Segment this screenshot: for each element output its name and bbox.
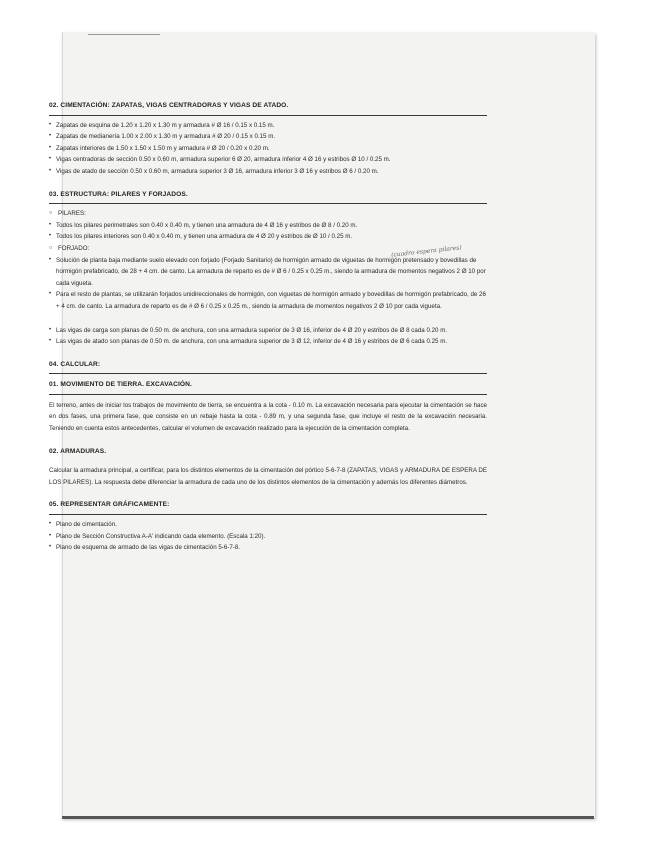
list-item: • Zapatas interiores de 1.50 x 1.50 x 1.50 m y armadura # Ø 20 / 0.20 x 0.20 m. [49, 143, 487, 155]
page-top-mark [88, 34, 160, 35]
document-content [49, 100, 487, 554]
list-item: • Las vigas de atado son planas de 0.50 m. de anchura, con una armadura superior de 3 Ø 12, inferior de 4 Ø 16 y estribos de Ø 6 cada 0.25 m. [49, 336, 487, 348]
list-item: • Plano de cimentación. [49, 519, 487, 531]
list-item: • Zapatas de esquina de 1.20 x 1.20 x 1.30 m y armadura # Ø 16 / 0.15 x 0.15 m. [49, 120, 487, 132]
armaduras-text: Calcular la armadura principal, a certificar, para los distintos elementos de la cimentación del pórtico 5-6-7-8 (ZAPATAS, VIGAS y ARMADURA DE ESPERA DE LOS PILARES). La respuesta debe diferenciar la armadura de cada uno de los distintos elementos de la cimentación y además los diferentes diámetros. [49, 467, 487, 486]
subsection-armaduras-title: 02. ARMADURAS. [49, 447, 107, 455]
list-item: • Zapatas de medianería 1.00 x 2.00 x 1.30 m y armadura # Ø 20 / 0.15 x 0.15 m. [49, 131, 487, 143]
list-item: • Todos los pilares perimetrales son 0.40 x 0.40 m, y tienen una armadura de 4 Ø 16 y estribos de Ø 8 / 0.20 m. [49, 220, 487, 232]
forjado-label: ○ FORJADO: [49, 243, 487, 255]
section-cimentacion-title: 02. CIMENTACIÓN: ZAPATAS, VIGAS CENTRADORAS Y VIGAS DE ATADO. [49, 100, 487, 116]
page-bottom-edge [62, 816, 594, 819]
list-item: • Para el resto de plantas, se utilizarán forjados unidireccionales de hormigón, con viguetas de hormigón armado y bovedillas de hormigón prefabricado, de 26 + 4 cm. de canto. La armadura de reparto es de # Ø 6 / 0.25 x 0.25 m., siendo la armadura de momentos negativos 2 Ø 10 por cada vigueta. [49, 289, 487, 312]
subsection-excavacion-title: 01. MOVIMIENTO DE TIERRA. EXCAVACIÓN. [49, 379, 487, 395]
handwritten-note: (cuadro espera pilares) [390, 244, 463, 259]
representar-list [49, 519, 487, 554]
section-estructura-title: 03. ESTRUCTURA: PILARES Y FORJADOS. [49, 189, 487, 205]
list-item: • Plano de Sección Constructiva A-A' indicando cada elemento. (Escala 1:20). [49, 531, 487, 543]
list-item: • Plano de esquema de armado de las vigas de cimentación 5-6-7-8. [49, 542, 487, 554]
vigas-list [49, 325, 487, 348]
excavacion-text: El terreno, antes de iniciar los trabajos de movimiento de tierra, se encuentra a la cota - 0.10 m. La excavación necesaria para ejecutar la cimentación se hace en dos fases, una primera fase, que consiste en un rebaje hasta la cota - 0.89 m, y una segunda fase, que incluye el resto de la excavación necesaria. Teniendo en cuenta estos antecedentes, calcular el volumen de excavación realizado para la ejecución de la cimentación completa. [49, 401, 487, 433]
cimentacion-list [49, 120, 487, 178]
section-representar-title: 05. REPRESENTAR GRÁFICAMENTE: [49, 499, 487, 515]
pilares-label: ○ PILARES: [49, 208, 487, 220]
list-item: • Vigas de atado de sección 0.50 x 0.60 m, armadura superior 3 Ø 16, armadura inferior 3 Ø 16 y estribos Ø 6 / 0.20 m. [49, 166, 487, 178]
list-item: • Las vigas de carga son planas de 0.50 m. de anchura, con una armadura superior de 3 Ø 16, inferior de 4 Ø 20 y estribos de Ø 8 cada 0.20 m. [49, 325, 487, 337]
list-item: • Vigas centradoras de sección 0.50 x 0.60 m, armadura superior 6 Ø 20, armadura inferior 4 Ø 16 y estribos Ø 10 / 0.25 m. [49, 154, 487, 166]
list-item: • Solución de planta baja mediante suelo elevado con forjado (Forjado Sanitario) de hormigón armado de viguetas de hormigón pretensado y bovedillas de hormigón prefabricado, de 28 + 4 cm. de canto. La armadura de reparto es de # Ø 6 / 0.25 x 0.25 m., siendo la armadura de momentos negativos 2 Ø 10 por cada vigueta. [49, 255, 487, 290]
list-item: • Todos los pilares interiores son 0.40 x 0.40 m, y tienen una armadura de 4 Ø 20 y estribos de Ø 10 / 0.25 m. [49, 231, 487, 243]
estructura-list [49, 208, 487, 312]
section-calcular-title: 04. CALCULAR: [49, 359, 487, 375]
